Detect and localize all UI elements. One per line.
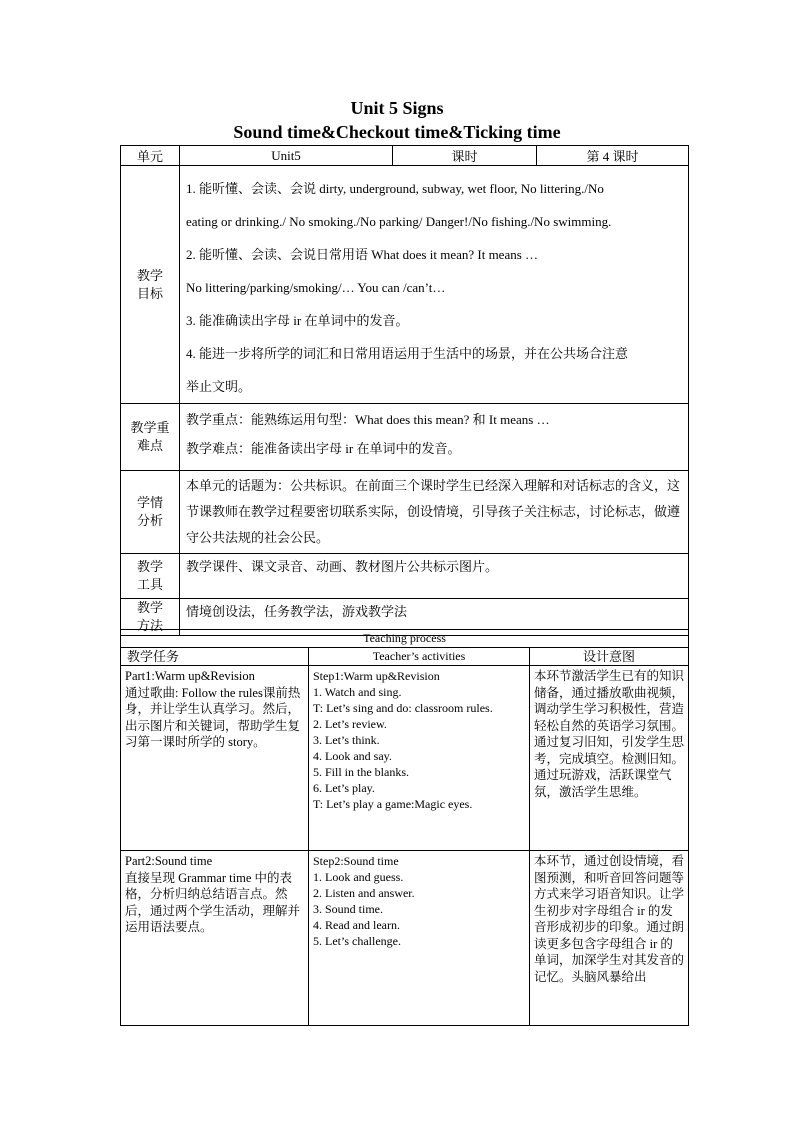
objective-line: eating or drinking./ No smoking./No parking/ Danger!/No fishing./No swimming. bbox=[186, 214, 612, 229]
analysis-text: 本单元的话题为：公共标识。在前面三个课时学生已经深入理解和对话标志的含义，这节课教师在教学过程要密切联系实际，创设情境，引导孩子关注标志，讨论标志，做遵守公共法规的社会公民。 bbox=[180, 471, 689, 554]
tools-text: 教学课件、课文录音、动画、教材图片公共标示图片。 bbox=[180, 554, 689, 599]
activity-line: 2. Listen and answer. bbox=[313, 886, 415, 900]
objective-line: 2. 能听懂、会读、会说日常用语 What does it mean? It means … bbox=[186, 247, 539, 262]
document-subtitle: Sound time&Checkout time&Ticking time bbox=[233, 122, 561, 142]
activity-line: 1. Look and guess. bbox=[313, 870, 404, 884]
activity-line: 5. Fill in the blanks. bbox=[313, 765, 409, 779]
process-row bbox=[121, 851, 689, 1026]
objective-line: 3. 能准确读出字母 ir 在单词中的发音。 bbox=[186, 313, 409, 328]
key-points-content bbox=[180, 404, 689, 471]
col-task-header: 教学任务 bbox=[121, 648, 309, 666]
key-point-line: 教学难点：能准备读出字母 ir 在单词中的发音。 bbox=[186, 441, 461, 456]
tools-row bbox=[121, 554, 689, 599]
methods-label: 教学方法 bbox=[136, 600, 163, 633]
activity-line: 4. Read and learn. bbox=[313, 918, 400, 932]
lesson-info-table bbox=[120, 145, 689, 636]
col-activities-header: Teacher’s activities bbox=[309, 648, 530, 666]
intent-text: 本环节，通过创设情境，看图预测，和听音回答问题等方式来学习语音知识。让学生初步对字母组合 ir 的发音形成初步的印象。通过朗读更多包含字母组合 ir 的单词，加深学生对其发音的记忆。头脑风暴给出 bbox=[530, 851, 689, 1026]
analysis-label: 学情分析 bbox=[136, 495, 163, 528]
objectives-content bbox=[180, 166, 689, 404]
objective-line: 举止文明。 bbox=[186, 379, 252, 394]
activity-line: 2. Let’s review. bbox=[313, 717, 387, 731]
lesson-label: 课时 bbox=[393, 146, 537, 166]
tools-label: 教学工具 bbox=[136, 559, 163, 592]
intent-text: 本环节激活学生已有的知识储备，通过播放歌曲视频，调动学生学习积极性，营造轻松自然的英语学习氛围。通过复习旧知，引发学生思考，完成填空。检测旧知。通过玩游戏，活跃课堂气氛，激活学生思维。 bbox=[530, 666, 689, 851]
task-title: Part1:Warm up&Revision bbox=[125, 669, 255, 683]
document-title: Unit 5 Signs bbox=[350, 98, 444, 118]
objective-line: 4. 能进一步将所学的词汇和日常用语运用于生活中的场景，并在公共场合注意 bbox=[186, 346, 629, 361]
objective-line: No littering/parking/smoking/… You can /can’t… bbox=[186, 280, 446, 295]
objectives-label: 教学目标 bbox=[136, 267, 163, 301]
col-intent-header: 设计意图 bbox=[530, 648, 689, 666]
key-point-line: 教学重点：能熟练运用句型：What does this mean? 和 It means … bbox=[186, 412, 550, 427]
activity-line: 3. Let’s think. bbox=[313, 733, 380, 747]
process-title: Teaching process bbox=[121, 630, 689, 648]
activity-line: T: Let’s sing and do: classroom rules. bbox=[313, 701, 493, 715]
task-title: Part2:Sound time bbox=[125, 854, 213, 868]
process-row bbox=[121, 666, 689, 851]
activity-line: 6. Let’s play. bbox=[313, 781, 375, 795]
task-description: 通过歌曲: Follow the rules课前热身，并让学生认真学习。然后，出示图片和关键词，帮助学生复习第一课时所学的 story。 bbox=[125, 685, 301, 749]
activity-line: Step2:Sound time bbox=[313, 854, 399, 868]
unit-label: 单元 bbox=[121, 146, 180, 166]
activity-line: 1. Watch and sing. bbox=[313, 685, 402, 699]
activity-line: 4. Look and say. bbox=[313, 749, 392, 763]
activity-line: T: Let’s play a game:Magic eyes. bbox=[313, 797, 473, 811]
task-description: 直接呈现 Grammar time 中的表格，分析归纳总结语言点。然后，通过两个学生活动，理解并运用语法要点。 bbox=[125, 870, 301, 934]
analysis-row bbox=[121, 471, 689, 554]
process-header-row bbox=[121, 648, 689, 666]
unit-value: Unit5 bbox=[180, 146, 393, 166]
objectives-row bbox=[121, 166, 689, 404]
teaching-process-table bbox=[120, 629, 689, 1026]
unit-row bbox=[121, 146, 689, 166]
lesson-value: 第 4 课时 bbox=[537, 146, 689, 166]
activity-line: Step1:Warm up&Revision bbox=[313, 669, 440, 683]
activity-line: 5. Let’s challenge. bbox=[313, 934, 401, 948]
activity-line: 3. Sound time. bbox=[313, 902, 384, 916]
methods-text: 情境创设法，任务教学法，游戏教学法 bbox=[180, 599, 689, 636]
key-points-row bbox=[121, 404, 689, 471]
objective-line: 1. 能听懂、会读、会说 dirty, underground, subway, wet floor, No littering./No bbox=[186, 181, 604, 196]
key-points-label: 教学重难点 bbox=[130, 420, 170, 453]
